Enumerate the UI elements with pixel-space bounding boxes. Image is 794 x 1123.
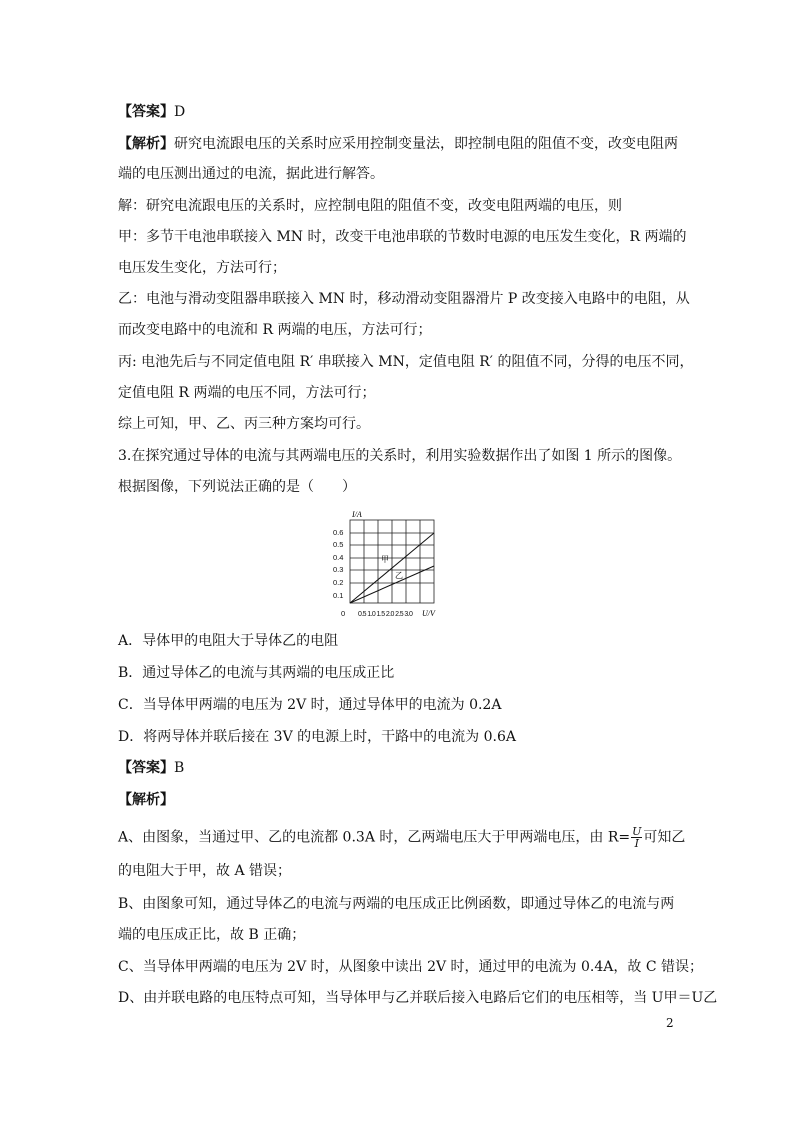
analysis-b-line-1: B、由图象可知，通过导体乙的电流与两端的电压成正比例函数，即通过导体乙的电流与两 [118,896,675,912]
answer-line-2 [118,758,184,778]
solution-line-6: 丙: 电池先后与不同定值电阻 R′ 串联接入 MN，定值电阻 R′ 的阻值不同，分得的电压不同， [118,354,694,370]
option-b: B．通过导体乙的电流与其两端的电压成正比 [118,665,395,681]
solution-line-1: 解：研究电流跟电压的关系时，应控制电阻的阻值不变，改变电阻两端的电压，则 [118,198,622,214]
analysis-text: 研究电流跟电压的关系时应采用控制变量法，即控制电阻的阻值不变，改变电阻两 [174,136,678,152]
fraction-denominator: I [634,837,639,850]
y-tick-0.3: 0.3 [333,565,344,574]
question-3-stem-2: 根据图像，下列说法正确的是（ ） [118,479,356,495]
y-tick-0.6: 0.6 [333,528,344,537]
answer-value-2: B [174,760,185,776]
analysis-line-2: 端的电压测出通过的电流，据此进行解答。 [118,166,384,182]
question-3-stem-1: 3.在探究通过导体的电流与其两端电压的关系时，利用实验数据作出了如图 1 所示的图像。 [118,448,682,464]
solution-line-5: 而改变电路中的电流和 R 两端的电压，方法可行； [118,322,432,338]
solution-line-7: 定值电阻 R 两端的电压不同，方法可行； [118,385,376,401]
y-axis-label: I/A [352,510,362,519]
ohm-fraction [631,826,642,849]
answer-label: 【答案】 [118,104,174,120]
label-yi: 乙 [395,571,403,580]
analysis-label-2: 【解析】 [118,792,174,808]
origin-label: 0 [341,609,346,618]
figure-1-graph [322,508,444,620]
y-tick-0.4: 0.4 [333,553,344,562]
answer-line-1 [118,102,185,122]
fraction-numerator: U [632,825,642,838]
solution-line-3: 电压发生变化，方法可行； [118,260,286,276]
analysis-a-post: 可知乙 [643,829,686,846]
option-c: C．当导体甲两端的电压为 2V 时，通过导体甲的电流为 0.2A [118,697,502,713]
answer-value: D [174,104,186,120]
analysis-a-line-2: 的电阻大于甲，故 A 错误； [118,863,292,879]
solution-line-8: 综上可知，甲、乙、丙三种方案均可行。 [118,416,370,432]
analysis-c-line-1: C、当导体甲两端的电压为 2V 时，从图象中读出 2V 时，通过甲的电流为 0.4A，故 C 错误； [118,959,703,975]
answer-label-2: 【答案】 [118,760,174,776]
solution-line-2: 甲：多节干电池串联接入 MN 时，改变干电池串联的节数时电源的电压发生变化，R 两端的 [118,229,687,245]
label-jia: 甲 [381,555,389,564]
analysis-a-pre: A、由图象，当通过甲、乙的电流都 0.3A 时，乙两端电压大于甲两端电压，由 R= [118,829,631,846]
y-tick-0.1: 0.1 [333,591,344,600]
y-tick-0.5: 0.5 [333,540,344,549]
analysis-line-1 [118,134,678,154]
option-a: A．导体甲的电阻大于导体乙的电阻 [118,633,339,649]
analysis-d-line-1: D、由并联电路的电压特点可知，当导体甲与乙并联后接入电路后它们的电压相等，当 U甲＝U乙 [118,990,718,1006]
analysis-label: 【解析】 [118,136,174,152]
y-tick-0.2: 0.2 [333,578,344,587]
solution-line-4: 乙：电池与滑动变阻器串联接入 MN 时，移动滑动变阻器滑片 P 改变接入电路中的电阻，从 [118,291,690,307]
plot-grid [350,520,434,603]
page-number: 2 [666,1016,674,1030]
x-axis-label: U/V [422,609,435,618]
option-d: D．将两导体并联后接在 3V 的电源上时，干路中的电流为 0.6A [118,729,516,745]
analysis-a-line-1 [118,826,685,849]
analysis-b-line-2: 端的电压成正比，故 B 正确； [118,927,306,943]
x-tick-labels: 0.5 1.0 1.5 2.0 2.5 3.0 [358,611,413,618]
